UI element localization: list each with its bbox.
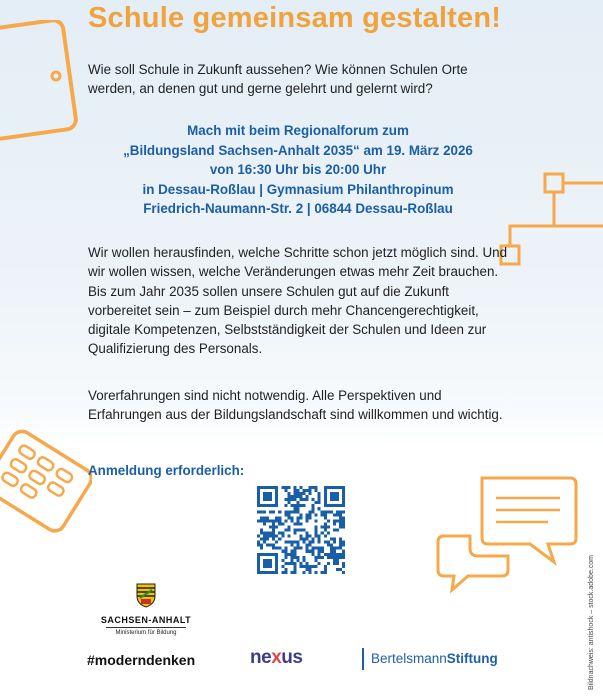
intro-paragraph: Wie soll Schule in Zukunft aussehen? Wie können Schulen Orte werden, an denen gut und gerne gelehrt und gelernt wird? [88,62,468,97]
image-credit: Bildnachweis: antishock – stock.adobe.com [588,554,595,690]
nexus-logo-part-1: ne [250,647,272,668]
event-line-address: Friedrich-Naumann-Str. 2 | 06844 Dessau-Roßlau [143,201,453,216]
page-title: Schule gemeinsam gestalten! [88,2,502,34]
registration-label: Anmeldung erforderlich: [88,463,245,478]
state-ministry: Ministerium für Bildung [115,630,177,636]
nexus-logo [250,647,302,669]
event-details [88,121,508,219]
event-line-venue: in Dessau-Roßlau | Gymnasium Philanthropinum [142,181,454,197]
event-line-time: von 16:30 Uhr bis 20:00 Uhr [209,162,387,177]
moderndenken-logo: #moderndenken [87,652,196,668]
registration-qr-code[interactable] [257,486,345,574]
speech-bubbles-illustration [430,470,580,600]
body-paragraph: Wir wollen herausfinden, welche Schritte schon jetzt möglich sind. Und wir wollen wissen, welche Veränderungen etwas mehr Zeit brauchen. Bis zum Jahr 2035 sollen unsere Schulen gut auf die Zukunft vorbereitet sein – zum Beispiel durch mehr Chancengerechtigkeit, digitale Kompetenzen, Selbstständigkeit der Schulen und Ideen zur Qualifizierung des Personals. [88,245,508,357]
event-line-title: „Bildungsland Sachsen-Anhalt 2035“ am 19. März 2026 [123,142,473,158]
sachsen-anhalt-logo [100,582,192,636]
nexus-logo-part-2: us [281,647,303,668]
coat-of-arms-icon [135,582,157,608]
tablet-illustration [0,20,90,150]
bertelsmann-logo-part-2: Stiftung [446,651,498,666]
bertelsmann-stiftung-logo [362,648,498,670]
state-name: SACHSEN-ANHALT [100,615,192,625]
bertelsmann-logo-part-1: Bertelsmann [371,651,447,666]
event-line-invite: Mach mit beim Regionalforum zum [187,123,409,138]
note-paragraph: Vorerfahrungen sind nicht notwendig. Alle Perspektiven und Erfahrungen aus der Bildungslandschaft sind willkommen und wichtig. [88,388,503,423]
keyboard-illustration [0,418,92,568]
nexus-logo-x: x [271,647,282,668]
